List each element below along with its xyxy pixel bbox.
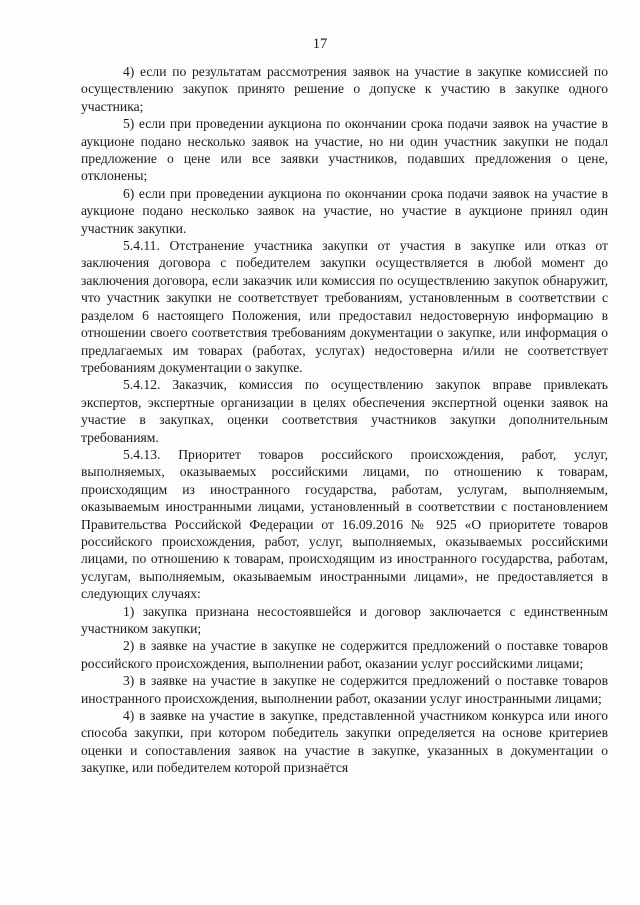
paragraph-5-4-11: 5.4.11. Отстранение участника закупки от участия в закупке или отказ от заключения договора с победителем закупки осуществляется в любой момент до заключения договора, если заказчик или комиссия по осуществлению закупок обнаружит, что участник закупки не соответствует требованиям, установленным в соответствии с разделом 6 настоящего Положения, или предоставил недостоверную информацию в отношении своего соответствия требованиям документации о закупке, или информация о предлагаемых им товарах (работах, услугах) недостоверна и/или не соответствует требованиям документации о закупке.	[81, 238, 608, 375]
paragraph-5-4-12: 5.4.12. Заказчик, комиссия по осуществлению закупок вправе привлекать экспертов, экспертные организации в целях обеспечения экспертной оценки заявок на участие в закупках, оценки соответствия участников закупки дополнительным требованиям.	[81, 377, 608, 445]
paragraph-5-4-13: 5.4.13. Приоритет товаров российского происхождения, работ, услуг, выполняемых, оказываемых российскими лицами, по отношению к товарам, происходящим из иностранного государства, работам, услугам, выполняемым, оказываемым иностранными лицами, установленный в соответствии с постановлением Правительства Российской Федерации от 16.09.2016 № 925 «О приоритете товаров российского происхождения, работ, услуг, выполняемых, оказываемых российскими лицами, по отношению к товарам, происходящим из иностранного государства, работам, услугам, выполняемым, оказываемым иностранными лицами», не предоставляется в следующих случаях:	[81, 446, 608, 602]
paragraph-case-4: 4) в заявке на участие в закупке, представленной участником конкурса или иного способа закупки, при котором победитель закупки определяется на основе критериев оценки и сопоставления заявок на участие в закупке, указанных в документации о закупке, или победителем которой признаётся	[81, 708, 608, 776]
paragraph-item-6-auction-one-participant: 6) если при проведении аукциона по окончании срока подачи заявок на участие в аукционе подано несколько заявок на участие, но участие в аукционе принял один участник закупки.	[81, 185, 608, 236]
paragraph-case-1: 1) закупка признана несостоявшейся и договор заключается с единственным участником закупки;	[81, 603, 608, 636]
paragraph-item-4-admission-single: 4) если по результатам рассмотрения заявок на участие в закупке комиссией по осуществлению закупок принято решение о допуске к участию в закупке одного участника;	[81, 64, 608, 114]
page-number: 17	[312, 36, 328, 52]
document-body	[81, 63, 608, 777]
paragraph-case-2: 2) в заявке на участие в закупке не содержится предложений о поставке товаров российского происхождения, выполнении работ, оказании услуг российскими лицами;	[81, 638, 608, 671]
paragraph-case-3: 3) в заявке на участие в закупке не содержится предложений о поставке товаров иностранного происхождения, выполнении работ, оказании услуг иностранными лицами;	[81, 673, 608, 706]
paragraph-item-5-auction-no-bids: 5) если при проведении аукциона по окончании срока подачи заявок на участие в аукционе подано несколько заявок на участие, но ни один участник закупки не подал предложение о цене или все заявки участников, подавших предложения о цене, отклонены;	[81, 116, 608, 184]
